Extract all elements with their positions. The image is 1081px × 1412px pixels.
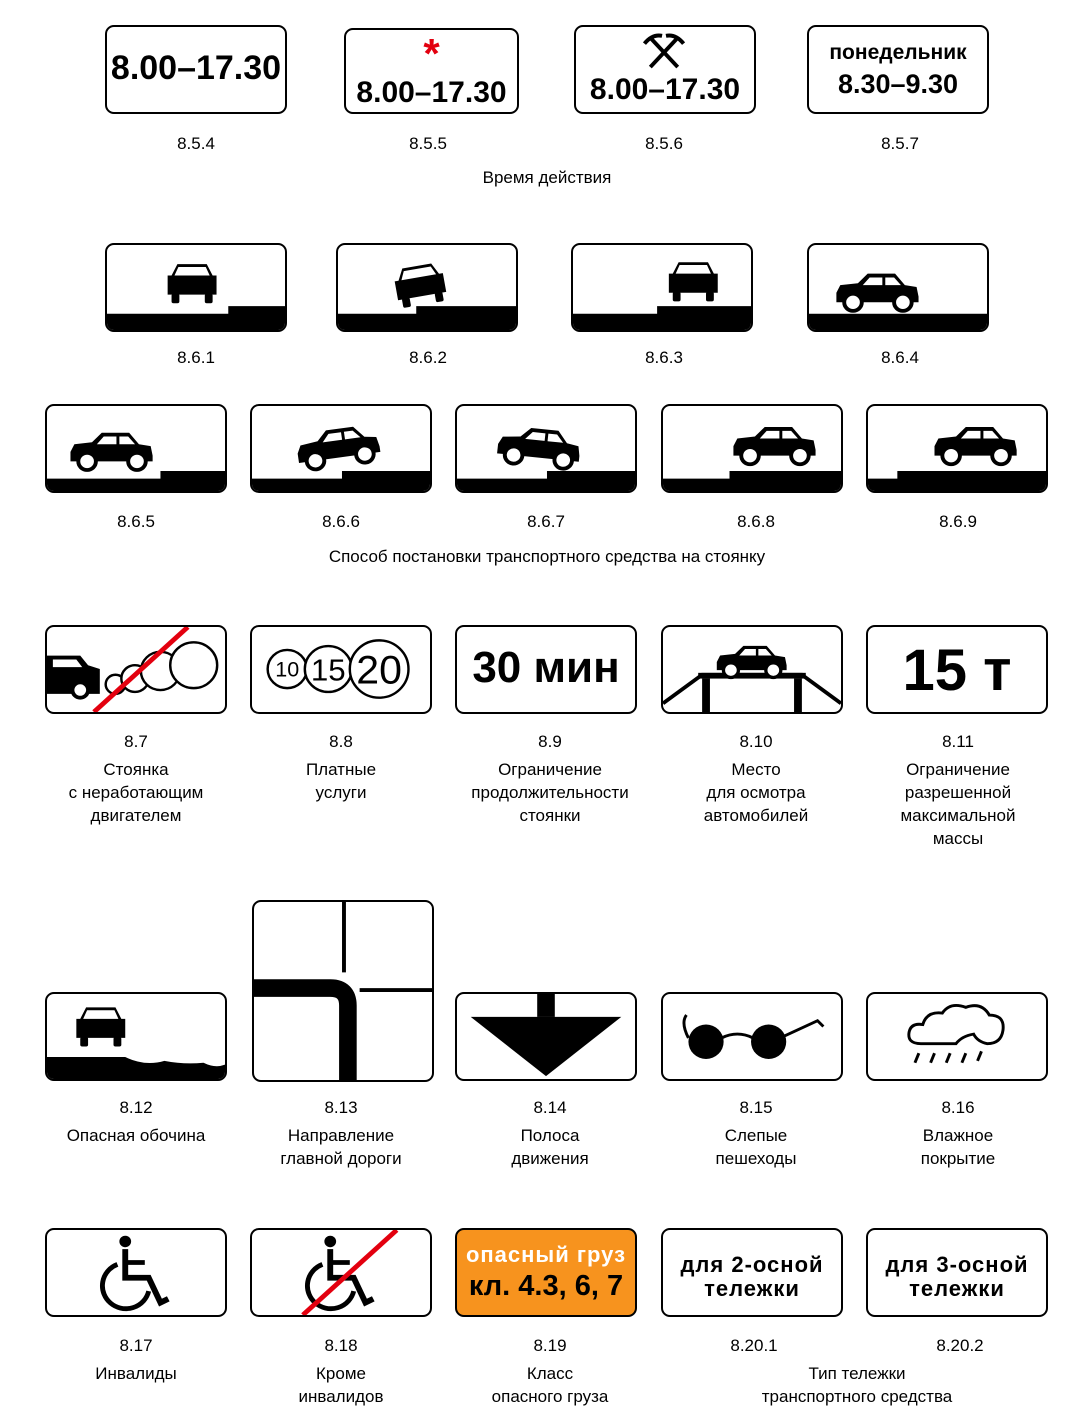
- sign-8-19-line1: опасный груз: [465, 1242, 627, 1267]
- sign-8-13: [252, 900, 434, 1082]
- coin-20: 20: [356, 646, 402, 693]
- code-8-12: 8.12: [119, 1098, 153, 1117]
- desc-8-14: Полоса движения: [511, 1126, 589, 1168]
- sign-8-20-1: [661, 1228, 843, 1317]
- code-8-6-4: 8.6.4: [881, 348, 919, 367]
- sign-8-5-5-text: 8.00–17.30: [356, 76, 507, 109]
- desc-8-13: Направление главной дороги: [280, 1126, 402, 1168]
- desc-8-17: Инвалиды: [95, 1364, 177, 1383]
- code-8-6-8: 8.6.8: [737, 512, 775, 531]
- sign-8-5-6-text: 8.00–17.30: [589, 73, 741, 106]
- sign-8-6-6: [250, 404, 432, 493]
- code-8-5-5: 8.5.5: [409, 134, 447, 153]
- sign-8-20-1-line2: тележки: [704, 1276, 800, 1301]
- code-8-6-2: 8.6.2: [409, 348, 447, 367]
- code-8-5-7: 8.5.7: [881, 134, 919, 153]
- sign-8-6-7: [455, 404, 637, 493]
- desc-8-8: Платные услуги: [305, 760, 377, 802]
- code-8-6-9: 8.6.9: [939, 512, 977, 531]
- code-8-18: 8.18: [324, 1336, 358, 1355]
- code-8-20-1: 8.20.1: [730, 1336, 778, 1355]
- group-label-parking-method: Способ постановки транспортного средства на стоянку: [328, 547, 766, 566]
- sign-8-10: [661, 625, 843, 714]
- code-8-16: 8.16: [941, 1098, 975, 1117]
- sign-8-14: [455, 992, 637, 1081]
- code-8-5-4: 8.5.4: [177, 134, 215, 153]
- sign-8-5-7-line1: понедельник: [829, 41, 967, 64]
- sign-8-16: [866, 992, 1048, 1081]
- sign-8-20-2-line1: для 3-осной: [885, 1252, 1029, 1277]
- desc-8-12: Опасная обочина: [66, 1126, 206, 1145]
- desc-8-11: Ограничение разрешенной максимальной массы: [900, 760, 1016, 848]
- code-8-5-6: 8.5.6: [645, 134, 683, 153]
- sign-8-5-7: [807, 25, 989, 114]
- sign-8-6-8: [661, 404, 843, 493]
- sign-8-17: [45, 1228, 227, 1317]
- code-8-6-7: 8.6.7: [527, 512, 565, 531]
- desc-8-16: Влажное покрытие: [920, 1126, 996, 1168]
- desc-8-10: Место для осмотра автомобилей: [703, 760, 809, 825]
- sign-8-6-5: [45, 404, 227, 493]
- sign-8-20-1-line1: для 2-осной: [680, 1252, 824, 1277]
- desc-8-19: Класс опасного груза: [491, 1364, 609, 1406]
- coin-10: 10: [275, 657, 300, 682]
- code-8-20-2: 8.20.2: [936, 1336, 984, 1355]
- code-8-17: 8.17: [119, 1336, 153, 1355]
- code-8-8: 8.8: [329, 732, 353, 751]
- code-8-9: 8.9: [538, 732, 562, 751]
- sign-8-18: [250, 1228, 432, 1317]
- code-8-13: 8.13: [324, 1098, 358, 1117]
- glasses-icon: [663, 994, 841, 1079]
- sign-8-5-4: [105, 25, 287, 114]
- group-label-time: Время действия: [482, 168, 612, 187]
- sign-8-5-4-text: 8.00–17.30: [110, 49, 282, 87]
- code-8-6-5: 8.6.5: [117, 512, 155, 531]
- code-8-14: 8.14: [533, 1098, 567, 1117]
- desc-8-18: Кроме инвалидов: [298, 1364, 384, 1406]
- sign-8-19: [455, 1228, 637, 1317]
- code-8-11: 8.11: [942, 732, 974, 751]
- code-8-6-6: 8.6.6: [322, 512, 360, 531]
- sign-8-6-4: [807, 243, 989, 332]
- sign-8-11: [866, 625, 1048, 714]
- sign-8-6-1: [105, 243, 287, 332]
- code-8-15: 8.15: [739, 1098, 773, 1117]
- code-8-19: 8.19: [533, 1336, 567, 1355]
- sign-8-5-5: [344, 28, 519, 114]
- sign-8-20-2: [866, 1228, 1048, 1317]
- rain-cloud-icon: [868, 994, 1046, 1079]
- desc-8-9: Ограничение продолжительности стоянки: [471, 760, 629, 825]
- sign-8-9: [455, 625, 637, 714]
- arrow-down-icon: [457, 994, 635, 1079]
- sign-8-6-2: [336, 243, 518, 332]
- sign-8-5-6: [574, 25, 756, 114]
- sign-8-6-3: [571, 243, 753, 332]
- coin-15: 15: [310, 652, 346, 688]
- sign-8-9-text: 30 мин: [472, 643, 620, 692]
- asterisk-icon: *: [423, 30, 440, 77]
- wheelchair-icon: [47, 1230, 225, 1315]
- desc-8-7: Стоянка с неработающим двигателем: [68, 760, 204, 825]
- code-8-6-1: 8.6.1: [177, 348, 215, 367]
- sign-8-12: [45, 992, 227, 1081]
- code-8-7: 8.7: [124, 732, 148, 751]
- sign-8-7: [45, 625, 227, 714]
- sign-8-5-7-line2: 8.30–9.30: [837, 69, 959, 99]
- sign-8-19-line2: кл. 4.3, 6, 7: [468, 1270, 624, 1302]
- code-8-10: 8.10: [739, 732, 773, 751]
- code-8-6-3: 8.6.3: [645, 348, 683, 367]
- sign-8-20-2-line2: тележки: [909, 1276, 1005, 1301]
- sign-8-8: [250, 625, 432, 714]
- sign-8-15: [661, 992, 843, 1081]
- desc-8-15: Слепые пешеходы: [715, 1126, 797, 1168]
- sign-8-6-9: [866, 404, 1048, 493]
- sign-8-11-text: 15 т: [902, 638, 1012, 703]
- desc-8-20: Тип тележки транспортного средства: [761, 1364, 953, 1406]
